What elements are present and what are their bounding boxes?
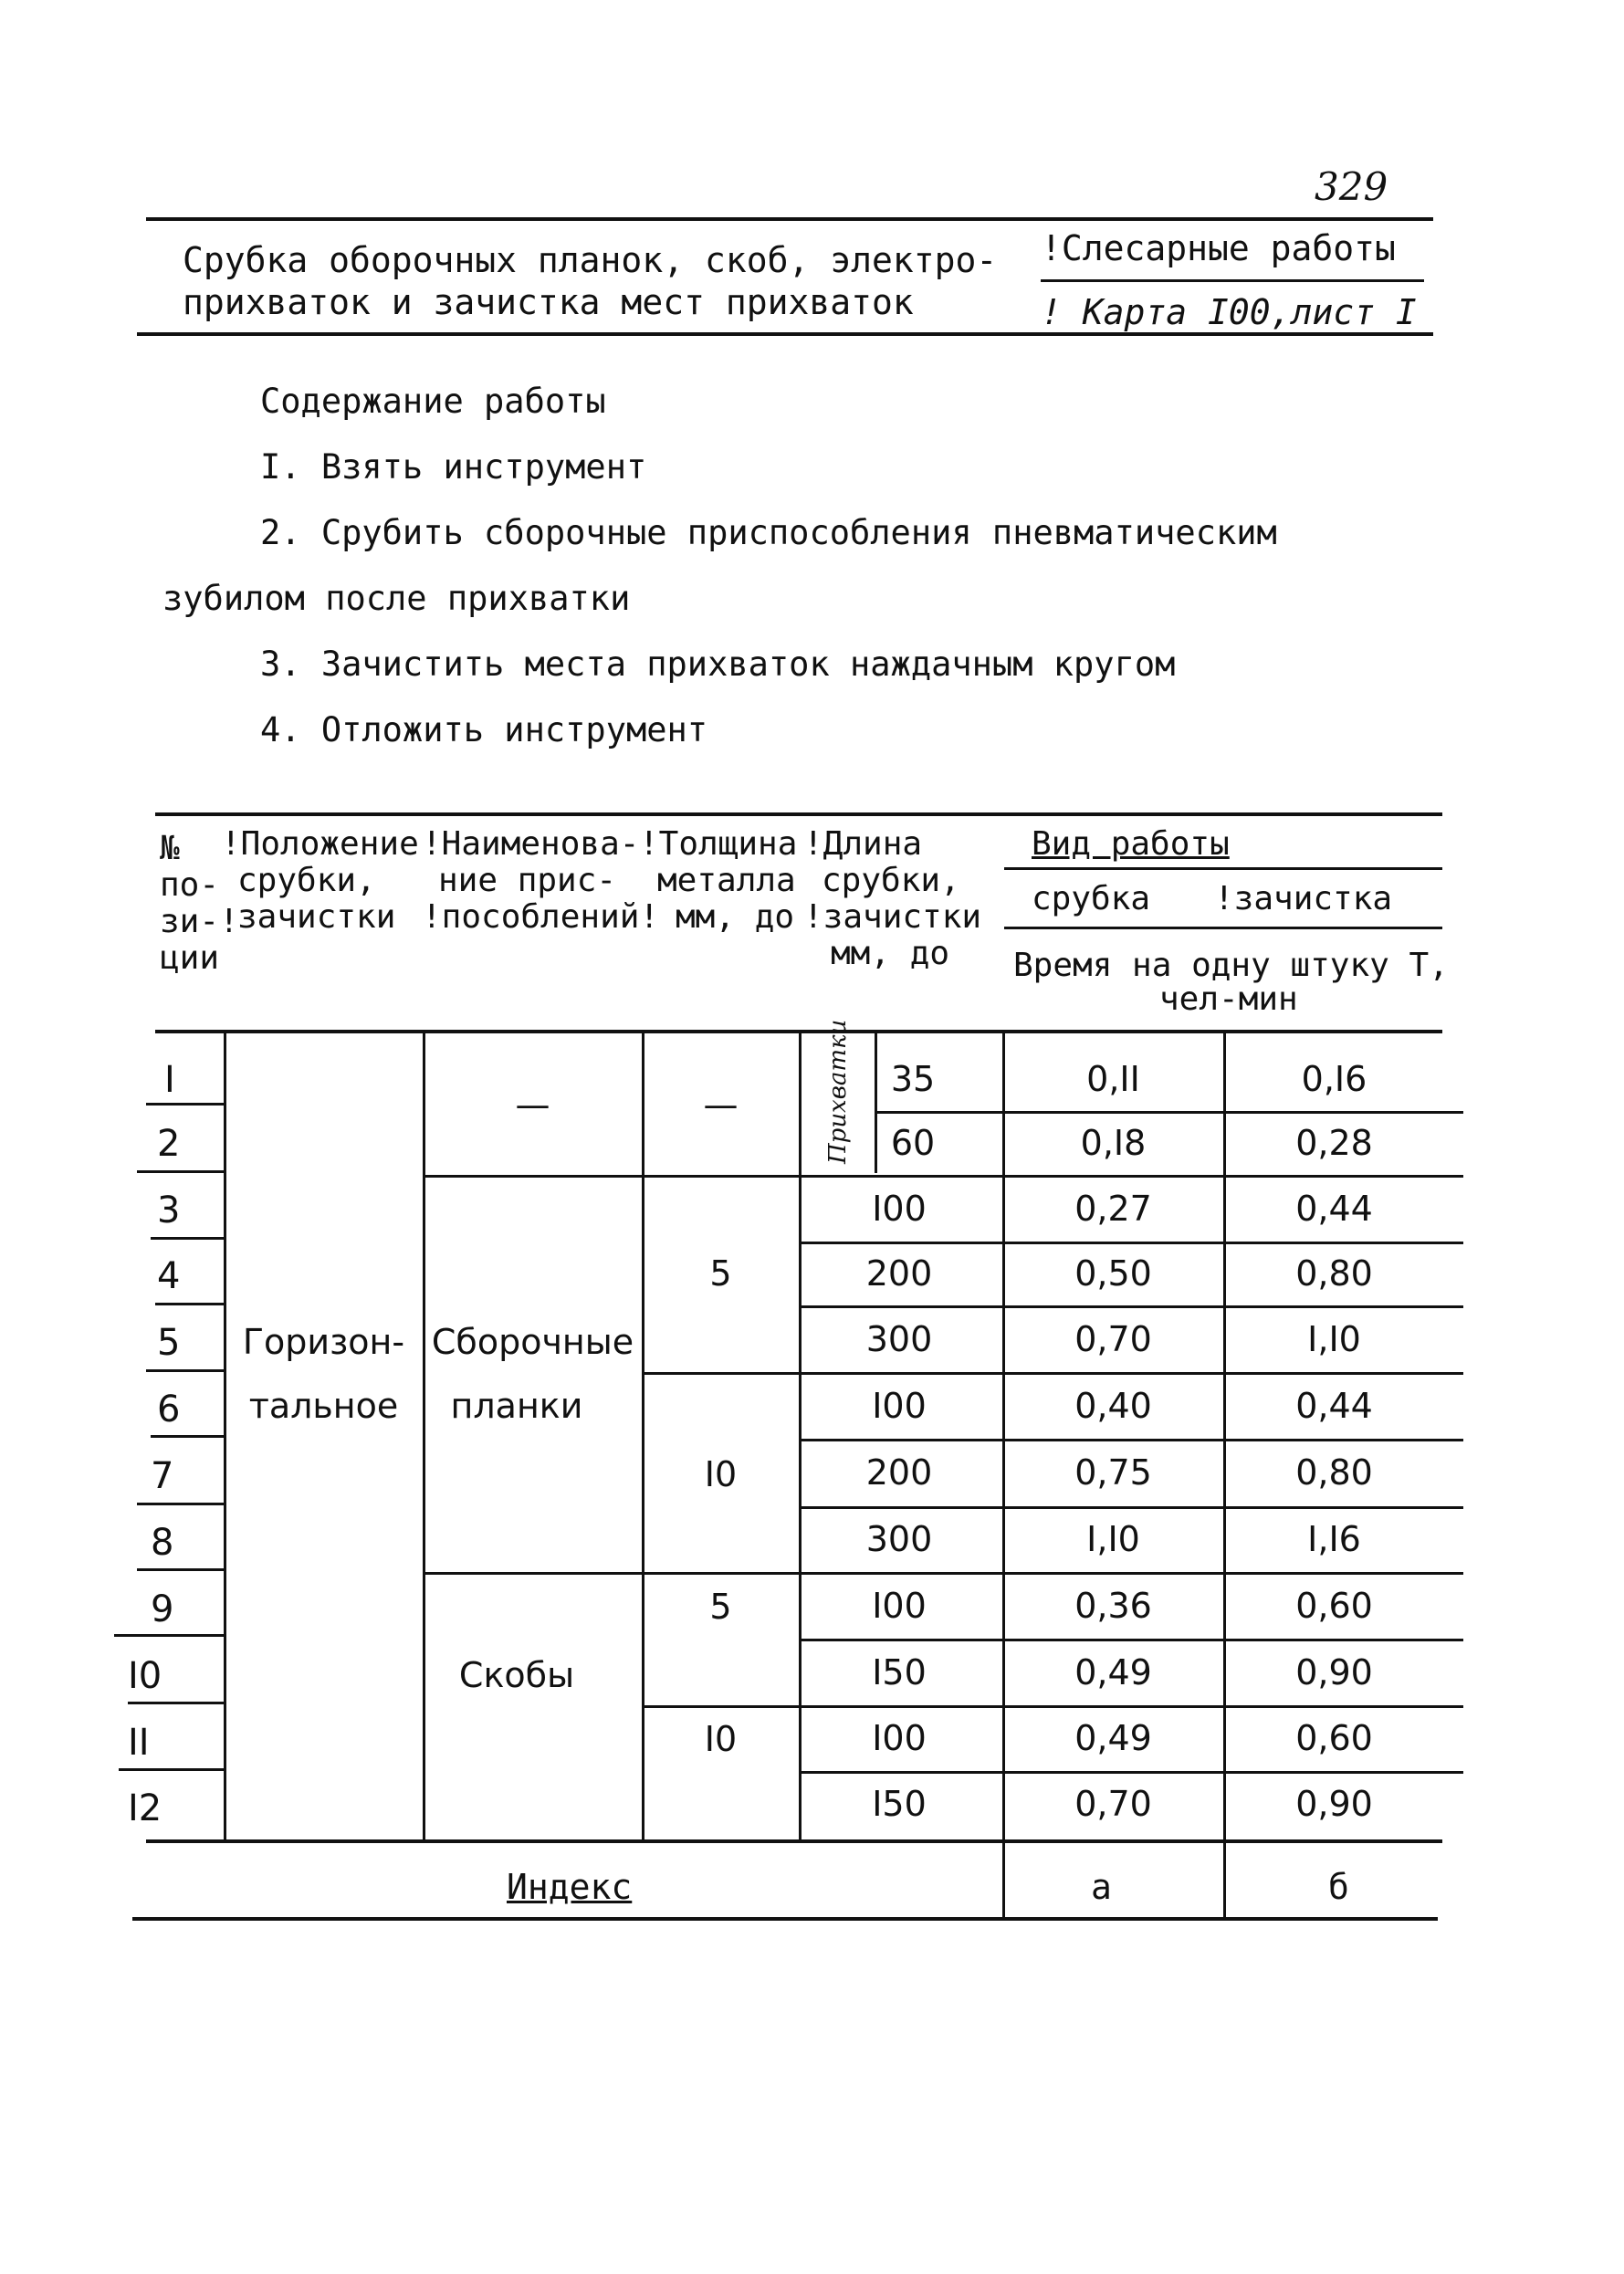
row-10-cutting: 0,49 <box>1074 1652 1152 1692</box>
step-2-continued: зубилом после прихватки <box>162 579 631 618</box>
row-5-length: 300 <box>865 1319 933 1359</box>
hdr-position: !Положение срубки, зачистки <box>221 825 419 936</box>
hdr-position-no: № по- зи-! ции <box>160 830 239 977</box>
section-name: !Слесарные работы <box>1041 228 1396 268</box>
row-11-cutting: 0,49 <box>1074 1718 1152 1758</box>
header-bottom-rule <box>137 332 1433 336</box>
hdr-time: Время на одну штуку Т, <box>1013 947 1449 984</box>
row-4-number: 4 <box>157 1255 181 1297</box>
row-2-cutting: 0,I8 <box>1080 1123 1147 1163</box>
fixture-assembly-strips-2: планки <box>450 1386 583 1426</box>
row-3-length: I00 <box>872 1189 927 1229</box>
step-1: I. Взять инструмент <box>260 447 647 487</box>
title-line-2: прихваток и зачистка мест прихваток <box>183 282 914 322</box>
fixture-assembly-strips-1: Сборочные <box>431 1322 634 1362</box>
row-1-length: 35 <box>890 1059 936 1099</box>
header-top-rule <box>146 217 1433 221</box>
row-6-length: I00 <box>872 1386 927 1426</box>
row-3-cutting: 0,27 <box>1074 1189 1152 1229</box>
step-4: 4. Отложить инструмент <box>260 710 708 749</box>
row-11-length: I00 <box>872 1718 927 1758</box>
thickness-10-brackets: I0 <box>704 1719 738 1759</box>
row-4-cleaning: 0,80 <box>1295 1253 1373 1294</box>
hdr-fixture: !Наименова- ние прис- !пособлений! <box>422 825 660 936</box>
index-cutting: а <box>1091 1867 1112 1907</box>
row-11-number: II <box>128 1722 150 1764</box>
row-7-number: 7 <box>151 1455 174 1497</box>
fixture-brackets: Скобы <box>458 1655 575 1695</box>
thickness-dash: — <box>703 1085 739 1125</box>
row-5-cleaning: I,I0 <box>1307 1319 1361 1359</box>
row-2-length: 60 <box>890 1123 936 1163</box>
index-cleaning: б <box>1328 1867 1349 1907</box>
index-label: Индекс <box>507 1867 633 1907</box>
row-9-cutting: 0,36 <box>1074 1586 1152 1626</box>
row-7-length: 200 <box>865 1452 933 1493</box>
row-4-cutting: 0,50 <box>1074 1253 1152 1294</box>
position-value-line1: Горизон- <box>242 1322 405 1362</box>
row-8-number: 8 <box>151 1522 174 1564</box>
step-3: 3. Зачистить места прихваток наждачным кругом <box>260 644 1176 684</box>
document-title <box>183 239 997 323</box>
row-9-number: 9 <box>151 1588 174 1630</box>
thickness-10-strips: I0 <box>704 1454 738 1494</box>
row-12-number: I2 <box>128 1787 162 1829</box>
row-9-length: I00 <box>872 1586 927 1626</box>
row-11-cleaning: 0,60 <box>1295 1718 1373 1758</box>
row-1-cutting: 0,II <box>1086 1059 1140 1099</box>
row-10-cleaning: 0,90 <box>1295 1652 1373 1692</box>
row-6-number: 6 <box>157 1389 181 1430</box>
row-1-number: I <box>164 1059 175 1101</box>
row-7-cutting: 0,75 <box>1074 1452 1152 1493</box>
row-12-cutting: 0,70 <box>1074 1784 1152 1824</box>
row-5-cutting: 0,70 <box>1074 1319 1152 1359</box>
card-number: ! Карта I00,лист I <box>1041 292 1417 332</box>
table-bottom-rule <box>132 1917 1438 1921</box>
step-2: 2. Срубить сборочные приспособления пневматическим <box>260 513 1277 552</box>
row-1-cleaning: 0,I6 <box>1301 1059 1367 1099</box>
row-3-cleaning: 0,44 <box>1295 1189 1373 1229</box>
row-8-cleaning: I,I6 <box>1307 1519 1361 1559</box>
hdr-cutting: срубка <box>1032 880 1151 917</box>
row-10-length: I50 <box>872 1652 927 1692</box>
row-6-cutting: 0,40 <box>1074 1386 1152 1426</box>
header-mid-rule <box>1041 279 1424 282</box>
hdr-work-type: Вид работы <box>1032 825 1230 863</box>
row-10-number: I0 <box>128 1655 162 1697</box>
row-8-cutting: I,I0 <box>1086 1519 1140 1559</box>
row-8-length: 300 <box>865 1519 933 1559</box>
row-12-cleaning: 0,90 <box>1295 1784 1373 1824</box>
row-4-length: 200 <box>865 1253 933 1294</box>
tacks-vertical-label: Прихватки <box>824 1019 852 1164</box>
page-number: 329 <box>1315 164 1388 209</box>
table-body-bottom-rule <box>146 1839 1442 1843</box>
fixture-dash: — <box>515 1085 550 1125</box>
hdr-thickness: !Толщина металла мм, до <box>639 825 798 936</box>
content-heading: Содержание работы <box>260 382 606 421</box>
position-value-line2: тальное <box>248 1386 399 1426</box>
row-6-cleaning: 0,44 <box>1295 1386 1373 1426</box>
hdr-time-units: чел-мин <box>1159 980 1298 1018</box>
table-top-rule <box>155 812 1442 816</box>
row-3-number: 3 <box>157 1189 181 1231</box>
row-5-number: 5 <box>157 1322 181 1364</box>
row-2-number: 2 <box>157 1123 181 1165</box>
row-12-length: I50 <box>872 1784 927 1824</box>
row-9-cleaning: 0,60 <box>1295 1586 1373 1626</box>
row-7-cleaning: 0,80 <box>1295 1452 1373 1493</box>
thickness-5-brackets: 5 <box>709 1587 732 1627</box>
thickness-5-strips: 5 <box>709 1253 732 1294</box>
title-line-1: Срубка оборочных планок, скоб, электро- <box>183 240 998 280</box>
row-2-cleaning: 0,28 <box>1295 1123 1373 1163</box>
hdr-cleaning: !зачистка <box>1214 880 1393 917</box>
hdr-length: !Длина срубки, !зачистки мм, до <box>803 825 982 972</box>
